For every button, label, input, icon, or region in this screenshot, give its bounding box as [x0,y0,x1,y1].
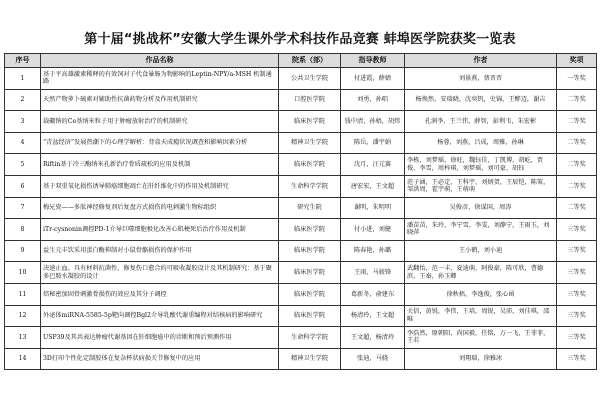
row-number: 5 [5,154,41,176]
advisor: 付小进，刘健 [341,219,405,241]
advisor: 刘勇，孙唱 [341,89,405,111]
authors: 杨焕然，安瑞晓，沈奕钒，史锦，王醉迈，谢吉 [405,89,557,111]
advisor: 陈岳，潘宇娟 [341,132,405,154]
authors: 关信，黄锐，李伟，王培，周锐，吴沛，刘佳琪，邵唯 [405,305,557,327]
college: 生命科学学院 [279,327,341,349]
row-number: 12 [5,305,41,327]
advisor: 沈月，汪元赛 [341,154,405,176]
authors: 徐秋梧，李逸俊，张心函 [405,283,557,305]
table-row [5,197,597,219]
award: 三等奖 [557,283,597,305]
advisor: 王雨，马骏锋 [341,262,405,284]
awards-table [4,53,597,370]
table-row [5,68,597,90]
advisor: 葛新冬，俞建东 [341,283,405,305]
row-number: 3 [5,111,41,133]
table-row [5,348,597,370]
table-row [5,89,597,111]
row-number: 14 [5,348,41,370]
authors: 吴俊彦，徐谋国，周涛 [405,197,557,219]
award: 三等奖 [557,262,597,284]
table-row [5,262,597,284]
authors: 刘景燕，蔡晋晋 [405,68,557,90]
work-title: Riftin基于冷三酶纳米孔新治疗骨质疏松的应用及机制 [41,154,279,176]
row-number: 7 [5,197,41,219]
work-title: 梅兄瓷——多肽神经修复剂后复盘方式损伤的电刺激生物标组织 [41,197,279,219]
work-title: 3D打印个性化定制胶体在复杂杯状病损关节修复中的应用 [41,348,279,370]
college: 临床医学院 [279,262,341,284]
table-row [5,305,597,327]
header-award: 奖项 [557,54,597,68]
authors: 武翻怡，范一丰，夏迪萌，阿俊豪，陈可欣，曹德滨，王秦，孙玉卿 [405,262,557,284]
award: 二等奖 [557,154,597,176]
award: 三等奖 [557,305,597,327]
header-no: 序号 [5,54,41,68]
header-row [5,54,597,68]
award: 三等奖 [557,219,597,241]
award: 二等奖 [557,111,597,133]
advisor: 陈春艳，孙璐 [341,240,405,262]
row-number: 13 [5,327,41,349]
table-row [5,175,597,197]
college: 精神卫生学院 [279,132,341,154]
college: 临床医学院 [279,240,341,262]
work-title: “青盆经济”发展热潮下的心理学解析：背盒天成瘾状况调查和影响因素分析 [41,132,279,154]
table-body [5,68,597,370]
row-number: 1 [5,68,41,90]
table-row [5,219,597,241]
authors: 潘苗苗，朱玲，李宁雪，李雯，刘静宁，王雨玉，刘晓萍 [405,219,557,241]
page-title: 第十届“挑战杯”安徽大学生课外学术科技作品竞赛 蚌埠医学院获奖一览表 [84,32,516,47]
authors: 李栋，刘梦瑶，徐旺，魏钰佳，丁凯博，胡屹，贾俊，李雪，周梓琪，刘梦瑶，刘可豪，胡钰 [405,154,557,176]
college: 精神卫生学院 [279,348,341,370]
work-title: 基于平高雄激素稀释的有效饲对子代食暴肠为物影响的Leptin-NPY/a-MSH 机制通路 [41,68,279,90]
work-title: iTr-cysnonin调控PD-1介导巨噬细胞极化改善心肌梗死后治疗作用及机制 [41,219,279,241]
award: 二等奖 [557,89,597,111]
table-row [5,154,597,176]
row-number: 10 [5,262,41,284]
advisor: 杨清玲，王文超 [341,305,405,327]
authors: 孔润李，王兰伟，薛智，彭利韦，朱宏彬 [405,111,557,133]
header-title: 作品名称 [41,54,279,68]
award: 二等奖 [557,175,597,197]
college: 临床医学院 [279,305,341,327]
college: 口腔医学院 [279,89,341,111]
advisor: 钱中清，孙梧，胡炜 [341,111,405,133]
row-number: 4 [5,132,41,154]
authors: 刘翔瑞，徐雅冰 [405,348,557,370]
work-title: USP39及其共表达肿瘤代谢基因在肝细胞癌中的诊断和预后预测作用 [41,327,279,349]
header-authors: 作者 [405,54,557,68]
header-advisor: 指导教师 [341,54,405,68]
row-number: 8 [5,219,41,241]
advisor: 付进霞，薛婧 [341,68,405,90]
advisor: 王文超，杨清玲 [341,327,405,349]
award: 三等奖 [557,348,597,370]
table-row [5,132,597,154]
work-title: 载硼钠的Ce基纳米粒子用于肿瘤放射治疗的机制研究 [41,111,279,133]
college: 公共卫生学院 [279,68,341,90]
college: 临床医学院 [279,111,341,133]
table-header [5,54,597,68]
header-college: 院系（部） [279,54,341,68]
work-title: 天然产物萝卜硫素对辅助性抗菌药物分析及作用机制研究 [41,89,279,111]
award: 三等奖 [557,240,597,262]
work-title: 基于双重氧化损伤诱导肺癌细胞凋亡在肝纤维化中的作用及机制研究 [41,175,279,197]
row-number: 2 [5,89,41,111]
advisor: 谢明，朱明明 [341,197,405,219]
authors: 杨蓉，刘燕，吕成，周雅，孙琳 [405,132,557,154]
row-number: 11 [5,283,41,305]
table-row [5,283,597,305]
college: 临床医学院 [279,283,341,305]
work-title: 决速止血、具有材料抗菌性、修复伤口愈合的可吸收凝胶设计及其机制研究：基于聚多巴胺水凝胶的设计 [41,262,279,284]
authors: 范子涵，王必定，王科宇，刘炳贺，王辰恺，陈策，邹洪周，霍宇萌，王萌萌 [405,175,557,197]
college: 研究生院 [279,197,341,219]
advisor: 张迪，马骁 [341,348,405,370]
college: 生命科学学院 [279,175,341,197]
advisor: 唐宏宏，王文超 [341,175,405,197]
award: 二等奖 [557,197,597,219]
authors: 王小鹤，刘小迪 [405,240,557,262]
table-row [5,240,597,262]
authors: 李浩然，原朝阳，尚国毅，任铭，万一飞，王菲菲，王若 [405,327,557,349]
row-number: 6 [5,175,41,197]
work-title: 外泌体miRNA-5585-5p靶向调控Bgl2介导乳酸代谢重编程对结核病的影响研究 [41,305,279,327]
row-number: 9 [5,240,41,262]
award: 二等奖 [557,132,597,154]
work-title: 益生元丰饮采用蛋白酶抑制对小鼠骨骼损伤的保护作用 [41,240,279,262]
award: 一等奖 [557,68,597,90]
table-row [5,111,597,133]
work-title: 焙秘密加固骨刺激骨损伤的效应及其分子调控 [41,283,279,305]
college: 临床医学院 [279,219,341,241]
college: 临床医学院 [279,154,341,176]
table-row [5,327,597,349]
award: 三等奖 [557,327,597,349]
